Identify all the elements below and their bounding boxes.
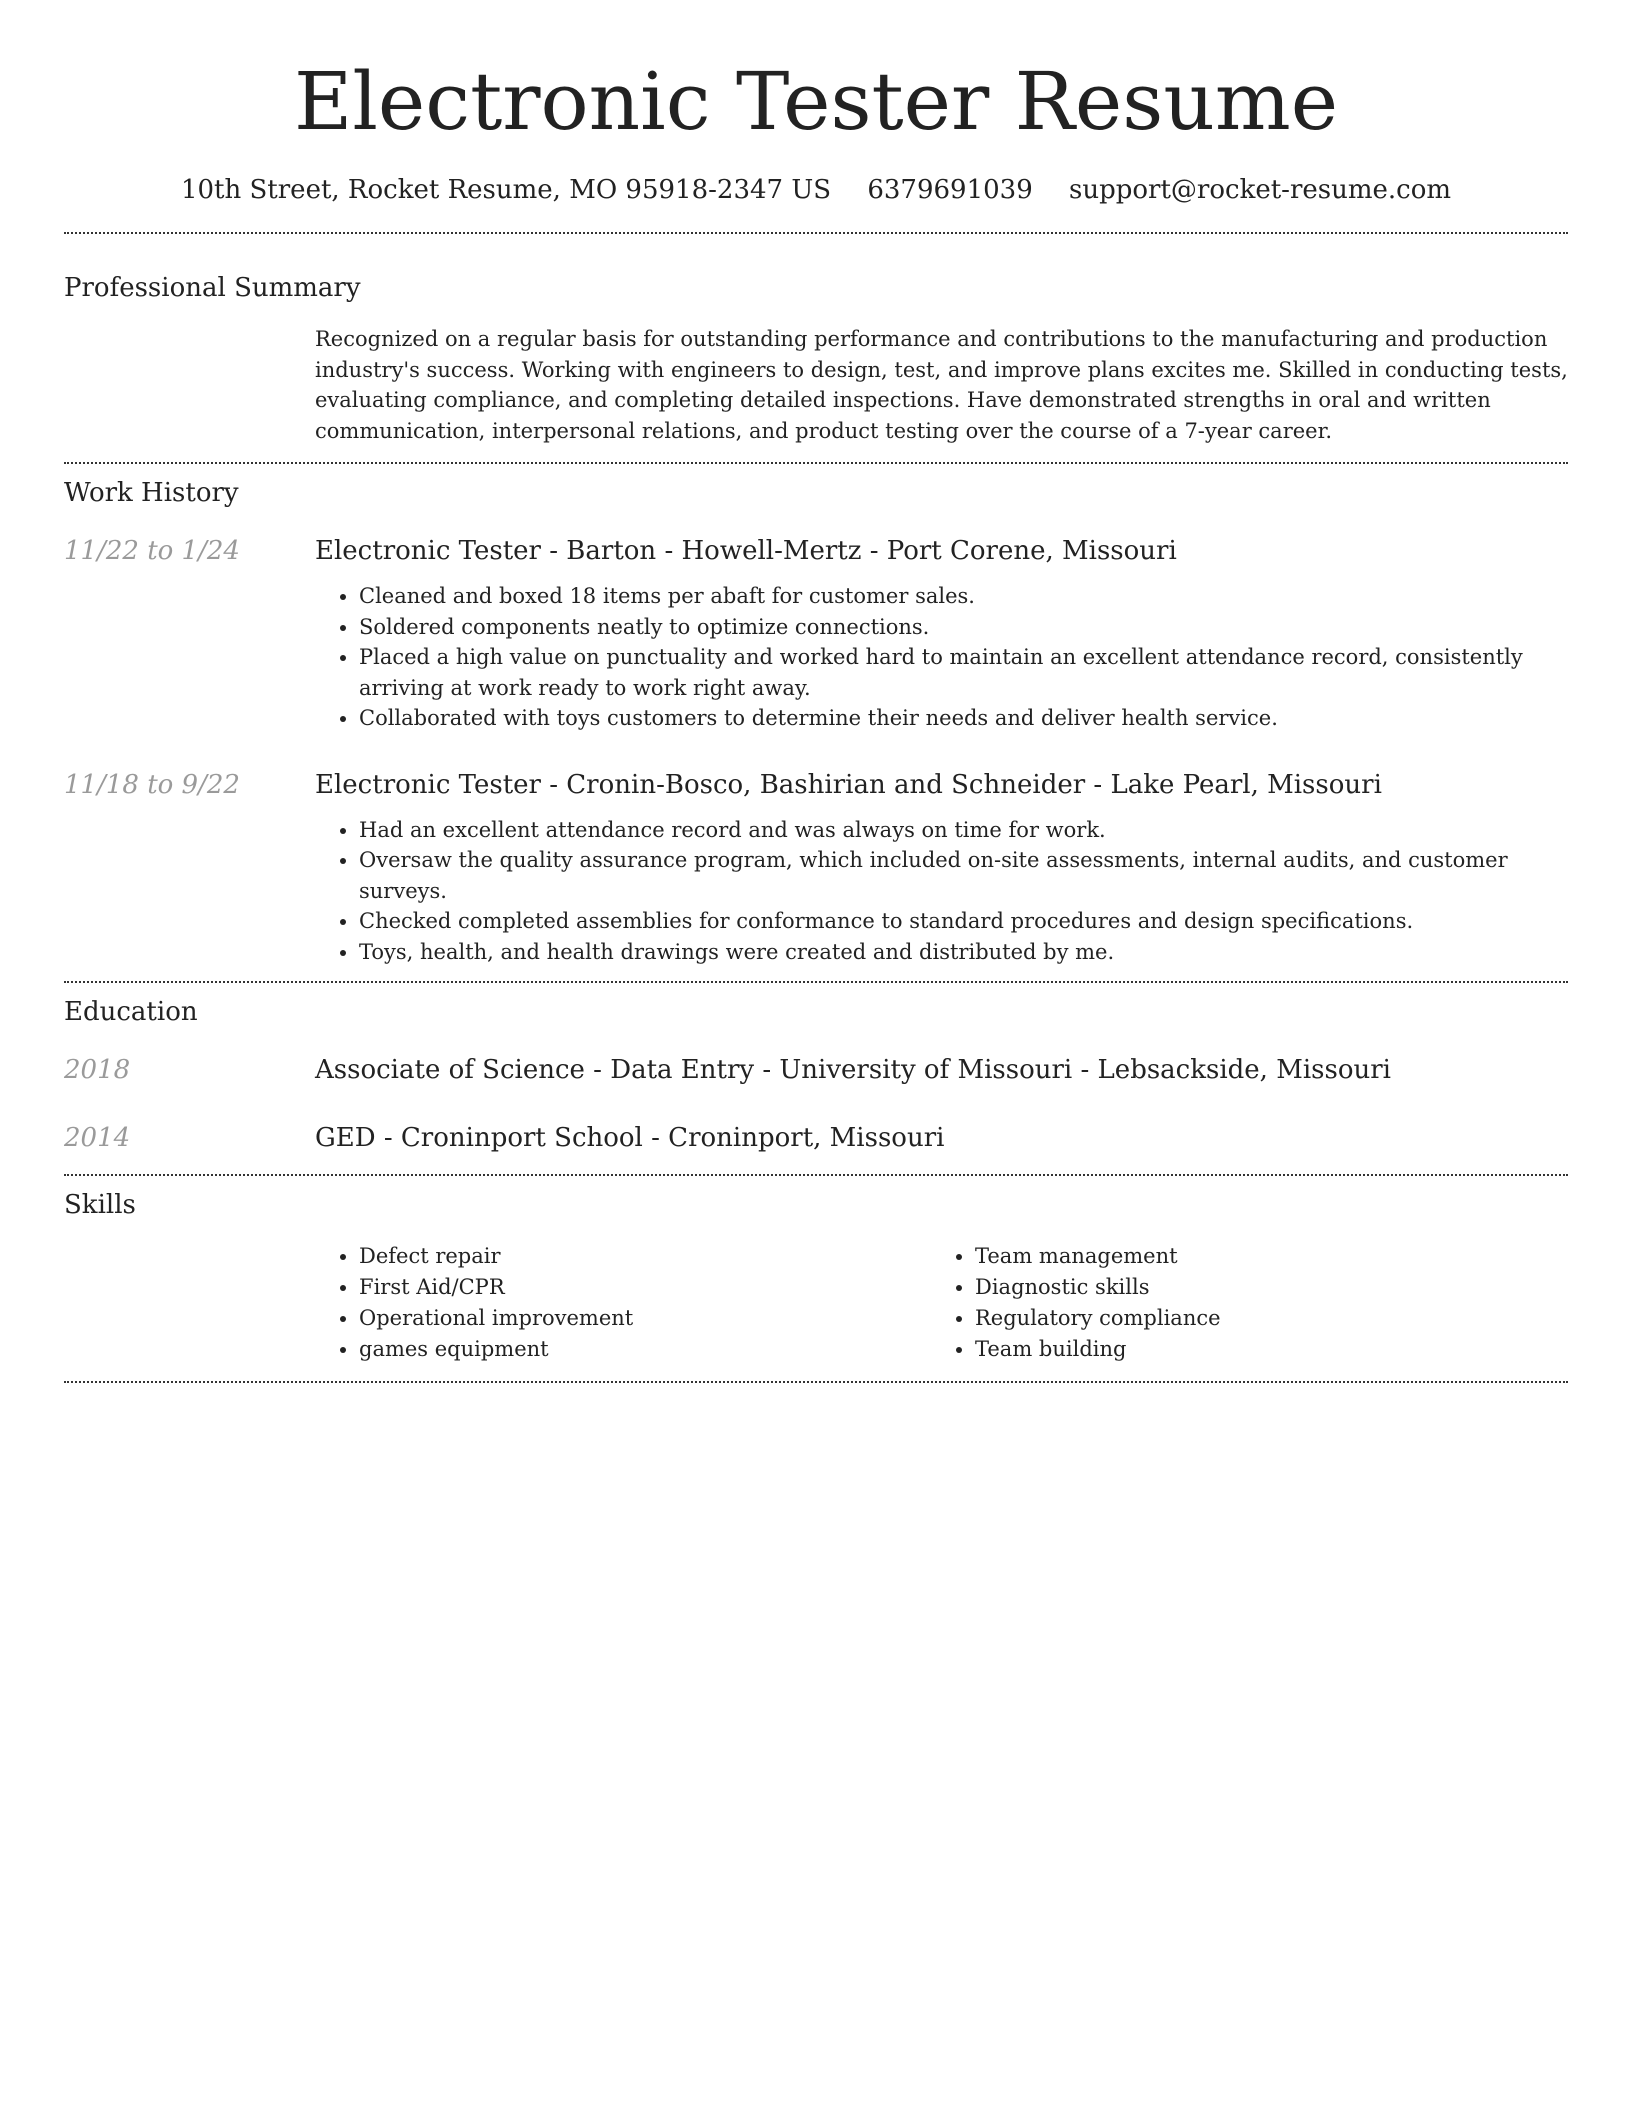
job-title: Electronic Tester - Cronin-Bosco, Bashirian and Schneider - Lake Pearl, Missouri — [315, 769, 1382, 800]
summary-section — [64, 271, 1568, 446]
list-item: • Toys, health, and health drawings were created and distributed by me. — [359, 937, 1568, 968]
contact-email: support@rocket-resume.com — [1069, 175, 1452, 205]
contact-line — [64, 172, 1568, 208]
education-title: GED - Croninport School - Croninport, Missouri — [315, 1123, 945, 1153]
contact-phone: 6379691039 — [867, 175, 1033, 205]
list-item: • Cleaned and boxed 18 items per abaft for customer sales. — [359, 581, 1568, 612]
job-entry — [64, 534, 1568, 734]
resume-title: Electronic Tester Resume — [293, 55, 1339, 148]
list-item: • Soldered components neatly to optimize connections. — [359, 612, 1568, 643]
education-entry — [64, 1053, 1568, 1087]
list-item: • Checked completed assemblies for conformance to standard procedures and design specifications. — [359, 906, 1568, 937]
education-entry — [64, 1121, 1568, 1155]
job-entry — [64, 768, 1568, 968]
list-item: • Had an excellent attendance record and was always on time for work. — [359, 815, 1568, 846]
section-heading-work-history: Work History — [64, 478, 239, 508]
skills-list-left — [315, 1241, 931, 1365]
contact-address: 10th Street, Rocket Resume, MO 95918-2347 US — [180, 175, 832, 205]
section-heading-skills: Skills — [64, 1190, 136, 1220]
skills-list-right — [931, 1241, 1545, 1365]
work-history-section — [64, 476, 1568, 967]
list-item: • Oversaw the quality assurance program, which included on-site assessments, internal audits, and customer surveys. — [359, 845, 1568, 906]
education-year: 2014 — [64, 1123, 131, 1153]
divider — [64, 1381, 1568, 1383]
skill-item: • Operational improvement — [359, 1303, 931, 1334]
education-title: Associate of Science - Data Entry - University of Missouri - Lebsackside, Missouri — [315, 1055, 1391, 1085]
job-bullets — [315, 581, 1568, 734]
job-dates: 11/22 to 1/24 — [64, 536, 240, 566]
summary-text: Recognized on a regular basis for outstanding performance and contributions to the manufacturing and production industry's success. Working with engineers to design, test, and improve plans excites me. Skilled in conducting tests, evaluating compliance, and completing detailed inspections. Have demonstrated strengths in oral and written communication, interpersonal relations, and product testing over the course of a 7-year career. — [315, 327, 1568, 443]
job-dates: 11/18 to 9/22 — [64, 769, 240, 800]
section-heading-summary: Professional Summary — [64, 273, 361, 303]
skill-item: • Team building — [975, 1334, 1545, 1365]
education-year: 2018 — [64, 1055, 131, 1085]
divider — [64, 232, 1568, 234]
section-heading-education: Education — [64, 997, 198, 1027]
divider — [64, 462, 1568, 464]
skill-item: • games equipment — [359, 1334, 931, 1365]
divider — [64, 1174, 1568, 1176]
job-bullets — [315, 815, 1568, 968]
skill-item: • Team management — [975, 1241, 1545, 1272]
skill-item: • Diagnostic skills — [975, 1272, 1545, 1303]
skill-item: • Defect repair — [359, 1241, 931, 1272]
skill-item: • Regulatory compliance — [975, 1303, 1545, 1334]
education-section — [64, 995, 1568, 1155]
skills-section — [64, 1188, 1568, 1365]
skills-grid — [315, 1241, 1568, 1365]
list-item: • Placed a high value on punctuality and worked hard to maintain an excellent attendance record, consistently arriving at work ready to work right away. — [359, 642, 1568, 703]
divider — [64, 981, 1568, 983]
list-item: • Collaborated with toys customers to determine their needs and deliver health service. — [359, 703, 1568, 734]
skill-item: • First Aid/CPR — [359, 1272, 931, 1303]
resume-page — [64, 0, 1568, 1383]
job-title: Electronic Tester - Barton - Howell-Mertz - Port Corene, Missouri — [315, 536, 1177, 566]
